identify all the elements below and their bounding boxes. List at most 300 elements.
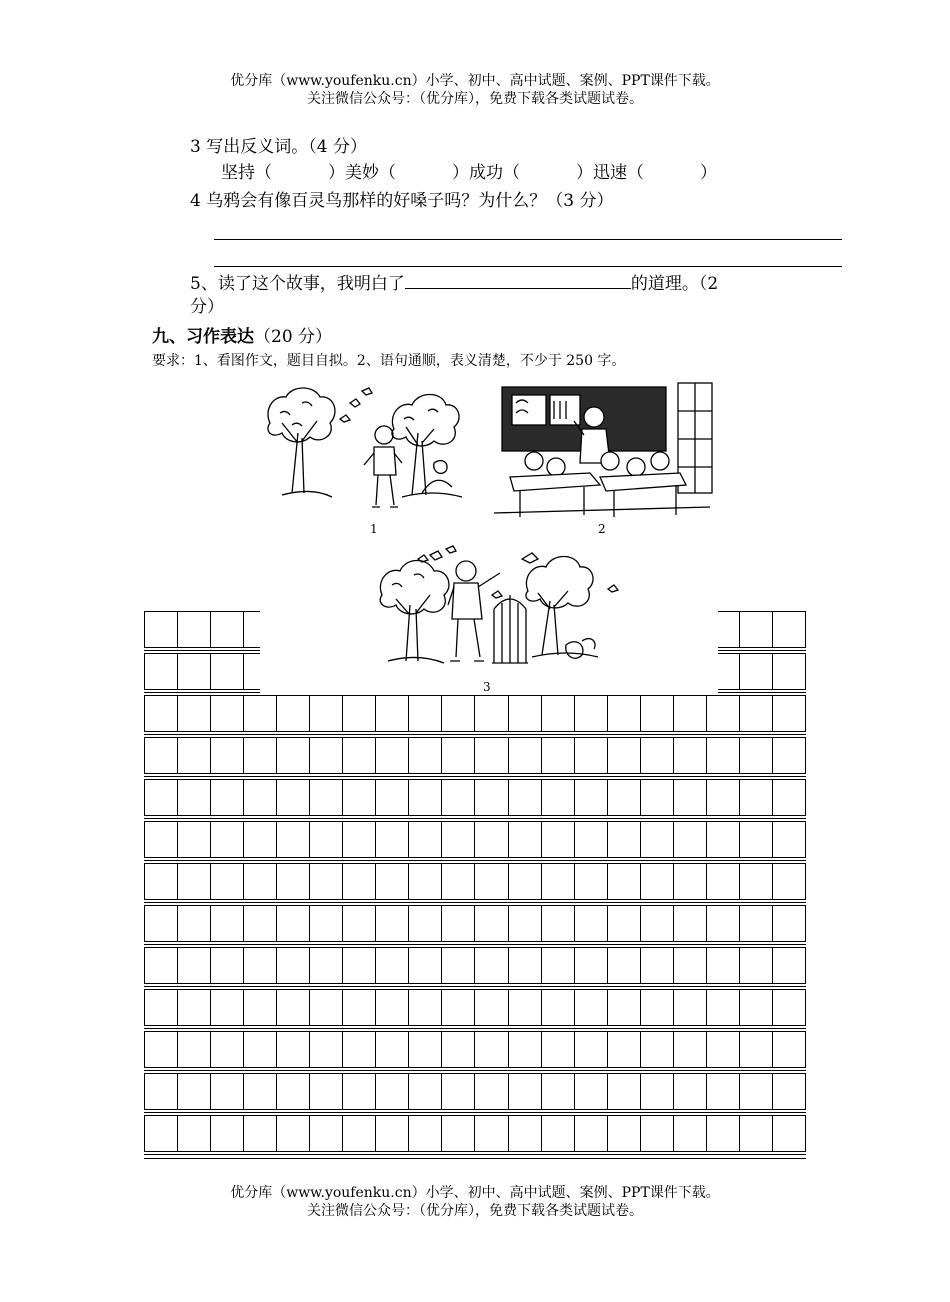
grid-cell[interactable] [442,948,475,983]
grid-cell[interactable] [145,1074,178,1109]
grid-cell[interactable] [773,654,806,689]
grid-cells[interactable] [144,1031,806,1068]
grid-cell[interactable] [211,822,244,857]
grid-cell[interactable] [773,612,806,647]
grid-cell[interactable] [674,1074,707,1109]
grid-row-separator [144,1070,806,1071]
grid-cell[interactable] [145,948,178,983]
header-line-1: 优分库（www.youfenku.cn）小学、初中、高中试题、案例、PPT课件下载。 [230,73,720,89]
q5-line [190,270,718,295]
grid-cell[interactable] [542,780,575,815]
grid-cells[interactable] [144,947,806,984]
grid-cell[interactable] [542,1116,575,1151]
grid-cell[interactable] [310,864,343,899]
grid-cell[interactable] [641,738,674,773]
grid-cell[interactable] [442,990,475,1025]
grid-row[interactable] [144,1031,806,1073]
grid-cells[interactable] [144,905,806,942]
grid-cell[interactable] [442,1074,475,1109]
grid-cell[interactable] [310,1032,343,1067]
grid-row-separator [144,734,806,735]
grid-cell[interactable] [409,738,442,773]
grid-cell[interactable] [475,864,508,899]
grid-row[interactable] [144,905,806,947]
grid-cell[interactable] [178,948,211,983]
grid-cell[interactable] [707,1032,740,1067]
grid-cell[interactable] [740,822,773,857]
grid-cell[interactable] [608,1116,641,1151]
q5-post: 的道理。（2 [630,274,719,294]
grid-cell[interactable] [145,864,178,899]
grid-cell[interactable] [145,738,178,773]
grid-cell[interactable] [409,822,442,857]
q3-end: ） [700,163,717,183]
grid-cell[interactable] [277,822,310,857]
grid-cell[interactable] [641,906,674,941]
grid-cell[interactable] [608,948,641,983]
grid-cell[interactable] [244,948,277,983]
grid-cell[interactable] [178,990,211,1025]
grid-cell[interactable] [674,948,707,983]
grid-cell[interactable] [211,1074,244,1109]
grid-cell[interactable] [277,990,310,1025]
grid-cell[interactable] [475,1032,508,1067]
grid-cell[interactable] [575,822,608,857]
grid-cell[interactable] [343,1032,376,1067]
grid-cell[interactable] [244,906,277,941]
grid-cell[interactable] [409,1116,442,1151]
grid-cell[interactable] [773,822,806,857]
grid-cell[interactable] [310,990,343,1025]
grid-cell[interactable] [211,906,244,941]
grid-cell[interactable] [145,822,178,857]
picture-3 [260,545,718,695]
grid-cell[interactable] [575,906,608,941]
grid-cell[interactable] [542,822,575,857]
q3-antonyms [221,162,717,184]
q3-title: 3 写出反义词。（4 分） [190,137,367,157]
grid-cell[interactable] [442,738,475,773]
tree-right [526,557,598,659]
grid-cell[interactable] [409,696,442,731]
grid-cell[interactable] [211,738,244,773]
q3-word-1: 坚持（ [221,163,272,183]
grid-cell[interactable] [542,990,575,1025]
grid-cell[interactable] [409,906,442,941]
grid-cell[interactable] [608,696,641,731]
birdcage-icon [492,595,528,663]
q5-wrap: 分） [190,297,224,317]
grid-cell[interactable] [178,696,211,731]
grid-cell[interactable] [509,1116,542,1151]
grid-cell[interactable] [740,1116,773,1151]
grid-cell[interactable] [409,948,442,983]
grid-cell[interactable] [145,654,178,689]
grid-cell[interactable] [277,1074,310,1109]
grid-cell[interactable] [178,780,211,815]
grid-cell[interactable] [376,696,409,731]
grid-cell[interactable] [740,864,773,899]
grid-row-separator [144,860,806,861]
grid-cell[interactable] [542,1074,575,1109]
grid-row[interactable] [144,821,806,863]
picture-1 [262,383,474,521]
grid-cell[interactable] [509,948,542,983]
grid-cell[interactable] [641,822,674,857]
grid-cell[interactable] [740,696,773,731]
grid-cell[interactable] [773,864,806,899]
grid-cell[interactable] [244,696,277,731]
window [678,383,712,493]
grid-cell[interactable] [376,948,409,983]
grid-cell[interactable] [707,738,740,773]
grid-cell[interactable] [244,1032,277,1067]
grid-cell[interactable] [740,1074,773,1109]
grid-cell[interactable] [376,738,409,773]
grid-cell[interactable] [575,1032,608,1067]
grid-cell[interactable] [310,696,343,731]
grid-cell[interactable] [343,696,376,731]
grid-cell[interactable] [475,1074,508,1109]
grid-cell[interactable] [674,822,707,857]
footer-line-1: 优分库（www.youfenku.cn）小学、初中、高中试题、案例、PPT课件下载。 [230,1185,720,1201]
grid-cell[interactable] [475,948,508,983]
grid-cells[interactable] [144,863,806,900]
q3-word-4: ）迅速（ [576,163,644,183]
grid-cell[interactable] [641,1116,674,1151]
grid-cell[interactable] [773,1074,806,1109]
grid-cell[interactable] [409,1074,442,1109]
grid-row-separator [144,1112,806,1113]
grid-cell[interactable] [509,1074,542,1109]
grid-cell[interactable] [376,780,409,815]
grid-cell[interactable] [641,696,674,731]
grid-cell[interactable] [740,906,773,941]
grid-row[interactable] [144,947,806,989]
q3-word-3: ）成功（ [452,163,520,183]
grid-cell[interactable] [475,780,508,815]
grid-cell[interactable] [343,822,376,857]
grid-row-separator [144,1028,806,1029]
grid-row[interactable] [144,1115,806,1157]
grid-cell[interactable] [244,780,277,815]
grid-cell[interactable] [409,864,442,899]
grid-cell[interactable] [310,1116,343,1151]
grid-cell[interactable] [277,864,310,899]
grid-cell[interactable] [343,738,376,773]
grid-cell[interactable] [178,906,211,941]
grid-bottom-border [144,1158,806,1159]
grid-cell[interactable] [145,696,178,731]
grid-cell[interactable] [575,780,608,815]
grid-cell[interactable] [145,990,178,1025]
grid-cell[interactable] [376,822,409,857]
grid-cell[interactable] [178,1116,211,1151]
grid-cell[interactable] [707,1074,740,1109]
grid-cell[interactable] [740,612,773,647]
q4-title: 4 乌鸦会有像百灵鸟那样的好嗓子吗？为什么？（3 分） [190,191,614,211]
answer-line-1[interactable] [214,239,842,240]
grid-cell[interactable] [707,948,740,983]
grid-cell[interactable] [277,738,310,773]
grid-cell[interactable] [674,1116,707,1151]
grid-cell[interactable] [707,990,740,1025]
grid-cell[interactable] [608,780,641,815]
grid-cell[interactable] [542,864,575,899]
grid-cell[interactable] [674,864,707,899]
grid-cell[interactable] [509,1032,542,1067]
grid-cell[interactable] [773,696,806,731]
grid-cell[interactable] [641,1032,674,1067]
grid-cell[interactable] [707,864,740,899]
grid-row-separator [144,776,806,777]
grid-cell[interactable] [575,1074,608,1109]
grid-cell[interactable] [740,948,773,983]
grid-cell[interactable] [641,948,674,983]
grid-cell[interactable] [244,822,277,857]
grid-cell[interactable] [211,696,244,731]
q5-pre: 5、读了这个故事，我明白了 [190,274,405,294]
grid-cell[interactable] [641,990,674,1025]
grid-cell[interactable] [608,1032,641,1067]
q5-blank[interactable] [405,270,631,289]
grid-cell[interactable] [343,906,376,941]
grid-cell[interactable] [608,1074,641,1109]
grid-cell[interactable] [575,1116,608,1151]
grid-cell[interactable] [442,1032,475,1067]
grid-cells[interactable] [144,821,806,858]
grid-cell[interactable] [509,738,542,773]
grid-cell[interactable] [542,948,575,983]
grid-cell[interactable] [475,696,508,731]
grid-cell[interactable] [475,906,508,941]
grid-cell[interactable] [542,1032,575,1067]
grid-cell[interactable] [442,822,475,857]
footer-line-2: 关注微信公众号：（优分库），免费下载各类试题试卷。 [307,1203,643,1219]
grid-row[interactable] [144,989,806,1031]
grid-cell[interactable] [773,1116,806,1151]
grid-cell[interactable] [575,738,608,773]
grid-cell[interactable] [773,738,806,773]
grid-cell[interactable] [442,780,475,815]
grid-cell[interactable] [145,906,178,941]
tree-left [380,561,449,664]
grid-cells[interactable] [144,1115,806,1152]
grid-cell[interactable] [509,864,542,899]
grid-cell[interactable] [542,906,575,941]
grid-cell[interactable] [211,1116,244,1151]
grid-cell[interactable] [277,906,310,941]
grid-cell[interactable] [475,990,508,1025]
grid-row[interactable] [144,863,806,905]
grid-cell[interactable] [376,990,409,1025]
grid-cell[interactable] [211,612,244,647]
grid-cell[interactable] [608,738,641,773]
grid-cell[interactable] [310,906,343,941]
grid-cell[interactable] [211,780,244,815]
grid-cell[interactable] [575,696,608,731]
grid-cell[interactable] [674,780,707,815]
grid-cell[interactable] [277,1032,310,1067]
picture-3-caption: 3 [483,680,491,694]
grid-cell[interactable] [442,864,475,899]
grid-cell[interactable] [343,990,376,1025]
grid-cell[interactable] [740,990,773,1025]
grid-cell[interactable] [409,1032,442,1067]
grid-cell[interactable] [707,780,740,815]
grid-cell[interactable] [707,696,740,731]
grid-cell[interactable] [442,696,475,731]
grid-cell[interactable] [310,738,343,773]
grid-cell[interactable] [310,822,343,857]
grid-cells[interactable] [144,779,806,816]
grid-cell[interactable] [641,864,674,899]
grid-cell[interactable] [773,780,806,815]
grid-cell[interactable] [773,948,806,983]
grid-cells[interactable] [144,737,806,774]
grid-cell[interactable] [641,1074,674,1109]
grid-cell[interactable] [707,906,740,941]
grid-cell[interactable] [740,1032,773,1067]
tree-left [268,388,335,497]
grid-cell[interactable] [509,990,542,1025]
grid-cell[interactable] [244,738,277,773]
grid-cell[interactable] [575,990,608,1025]
grid-cell[interactable] [178,822,211,857]
grid-cell[interactable] [310,780,343,815]
section-9-score: （20 分） [254,327,333,347]
grid-cell[interactable] [773,990,806,1025]
grid-cell[interactable] [145,1032,178,1067]
grid-cell[interactable] [674,738,707,773]
grid-cell[interactable] [409,990,442,1025]
grid-cell[interactable] [475,822,508,857]
grid-cell[interactable] [674,1032,707,1067]
grid-cell[interactable] [674,990,707,1025]
grid-cell[interactable] [608,864,641,899]
grid-cell[interactable] [608,822,641,857]
grid-cell[interactable] [145,612,178,647]
grid-cell[interactable] [178,612,211,647]
grid-cell[interactable] [707,822,740,857]
grid-cell[interactable] [178,864,211,899]
grid-cell[interactable] [277,780,310,815]
grid-cell[interactable] [277,1116,310,1151]
header-line-2: 关注微信公众号：（优分库），免费下载各类试题试卷。 [307,91,643,107]
grid-row[interactable] [144,779,806,821]
grid-cell[interactable] [542,738,575,773]
grid-cells[interactable] [144,1073,806,1110]
picture-2 [490,381,718,521]
grid-cell[interactable] [376,1032,409,1067]
grid-cell[interactable] [442,906,475,941]
grid-cell[interactable] [608,906,641,941]
grid-cell[interactable] [509,696,542,731]
grid-cell[interactable] [509,906,542,941]
grid-cell[interactable] [376,906,409,941]
grid-cell[interactable] [376,1074,409,1109]
grid-cell[interactable] [475,738,508,773]
grid-cell[interactable] [343,1074,376,1109]
grid-row-separator [144,902,806,903]
grid-cell[interactable] [773,906,806,941]
grid-cell[interactable] [178,654,211,689]
section-9-title: 九、习作表达（20 分） [152,327,333,347]
grid-cell[interactable] [740,738,773,773]
grid-cell[interactable] [409,780,442,815]
grid-cell[interactable] [442,1116,475,1151]
grid-row-separator [144,818,806,819]
grid-row-separator [144,944,806,945]
grid-cell[interactable] [244,1116,277,1151]
answer-line-2[interactable] [214,266,842,267]
boy-figure [448,561,500,661]
grid-cell[interactable] [641,780,674,815]
grid-row-separator [144,1154,806,1155]
grid-cell[interactable] [145,1116,178,1151]
grid-cell[interactable] [343,780,376,815]
grid-cell[interactable] [509,822,542,857]
grid-cell[interactable] [277,696,310,731]
grid-cell[interactable] [475,1116,508,1151]
grid-cell[interactable] [343,948,376,983]
grid-cell[interactable] [244,990,277,1025]
grid-row-separator [144,986,806,987]
grid-cell[interactable] [608,990,641,1025]
grid-cell[interactable] [376,1116,409,1151]
grid-cell[interactable] [376,864,409,899]
picture-2-caption: 2 [598,522,606,536]
grid-cell[interactable] [575,948,608,983]
grid-cell[interactable] [509,780,542,815]
grid-cell[interactable] [310,1074,343,1109]
grid-row[interactable] [144,695,806,737]
grid-cell[interactable] [773,1032,806,1067]
grid-cell[interactable] [211,990,244,1025]
grid-cell[interactable] [674,906,707,941]
grid-cell[interactable] [244,864,277,899]
grid-cell[interactable] [277,948,310,983]
picture-1-caption: 1 [370,522,378,536]
grid-cell[interactable] [211,654,244,689]
grid-row[interactable] [144,737,806,779]
grid-cell[interactable] [542,696,575,731]
birds-flying [340,388,372,422]
grid-cell[interactable] [674,696,707,731]
q3-word-2: ）美妙（ [328,163,396,183]
grid-cell[interactable] [740,654,773,689]
grid-cells[interactable] [144,695,806,732]
grid-cell[interactable] [244,1074,277,1109]
grid-row[interactable] [144,1073,806,1115]
grid-cell[interactable] [211,1032,244,1067]
grid-cell[interactable] [145,780,178,815]
grid-cell[interactable] [178,1032,211,1067]
grid-cell[interactable] [343,1116,376,1151]
grid-cell[interactable] [310,948,343,983]
grid-cell[interactable] [178,738,211,773]
grid-cell[interactable] [211,948,244,983]
grid-cells[interactable] [144,989,806,1026]
grid-cell[interactable] [343,864,376,899]
grid-cell[interactable] [178,1074,211,1109]
grid-cell[interactable] [575,864,608,899]
grid-cell[interactable] [211,864,244,899]
grid-cell[interactable] [740,780,773,815]
grid-cell[interactable] [707,1116,740,1151]
tree-right [392,395,462,498]
section-9-requirement: 要求：1、看图作文，题目自拟。2、语句通顺，表义清楚，不少于 250 字。 [152,353,626,369]
